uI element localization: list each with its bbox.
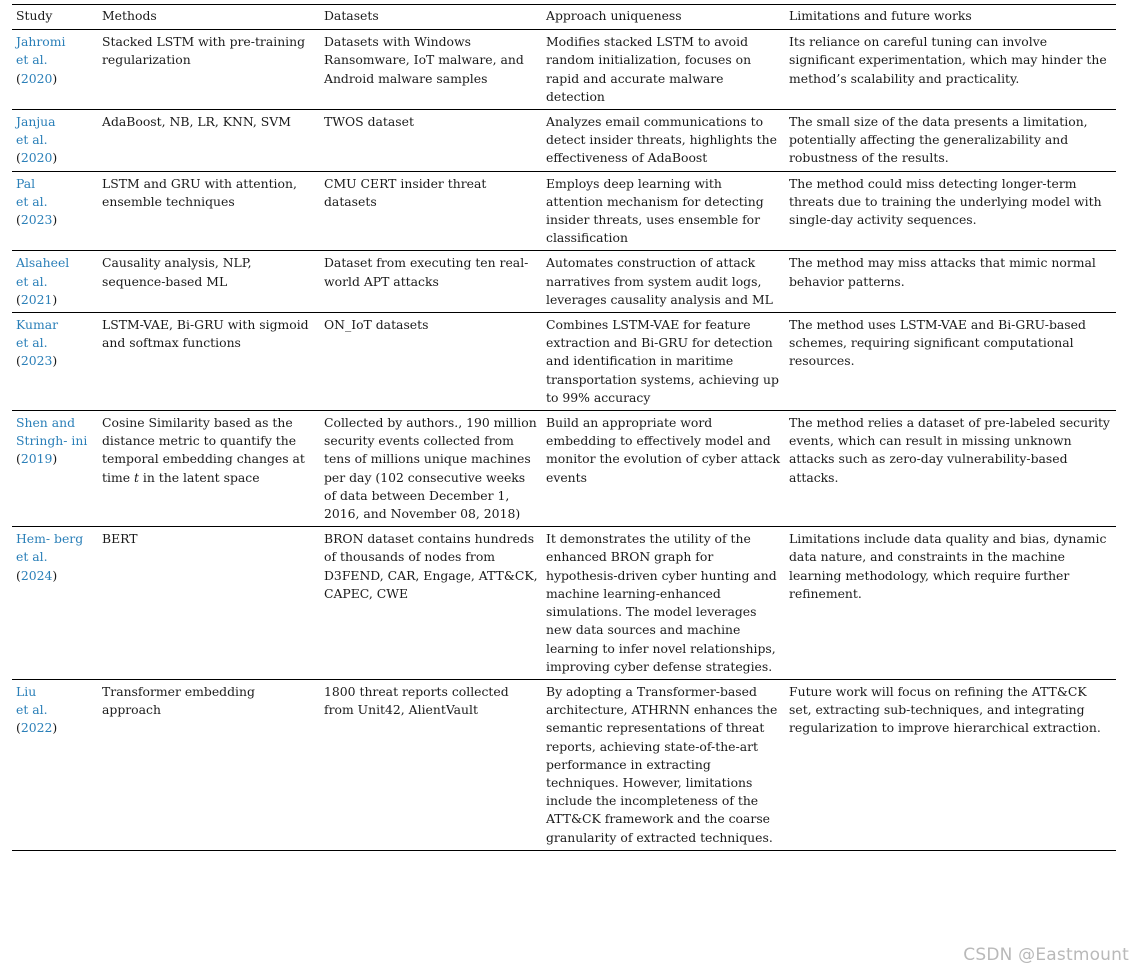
study-year-link[interactable]: 2022 <box>20 720 53 736</box>
study-year-link[interactable]: 2020 <box>20 70 53 86</box>
header-methods: Methods <box>98 5 320 30</box>
limitations-cell <box>785 251 1116 313</box>
approach-text: Modifies stacked LSTM to avoid random initialization, focuses on rapid and accurate malware detection <box>546 34 752 104</box>
table-row <box>12 679 1116 850</box>
limitations-text: The method may miss attacks that mimic normal behavior patterns. <box>789 255 1096 289</box>
limitations-cell <box>785 30 1116 110</box>
approach-text: By adopting a Transformer-based architecture, ATHRNN enhances the semantic representations of threat reports, achieving state-of-the-art performance in extracting techniques. However, limitations include the incompleteness of the ATT&CK framework and the coarse granularity of extracted techniques. <box>546 683 778 845</box>
table-row <box>12 313 1116 411</box>
methods-text-var: t <box>133 469 139 485</box>
study-cell <box>12 527 98 680</box>
limitations-cell <box>785 527 1116 680</box>
approach-cell <box>542 527 785 680</box>
approach-cell <box>542 679 785 850</box>
datasets-cell <box>320 30 542 110</box>
approach-cell <box>542 110 785 172</box>
table-row <box>12 110 1116 172</box>
methods-text: AdaBoost, NB, LR, KNN, SVM <box>102 114 291 130</box>
datasets-cell <box>320 411 542 527</box>
limitations-cell <box>785 313 1116 411</box>
csdn-watermark: CSDN @Eastmount <box>963 945 1129 965</box>
approach-cell <box>542 171 785 251</box>
datasets-text: ON_IoT datasets <box>324 317 429 333</box>
limitations-cell <box>785 679 1116 850</box>
limitations-text: Future work will focus on refining the ATT&CK set, extracting sub-techniques, and integrating regularization to improve hierarchical extraction. <box>789 683 1101 736</box>
study-etal[interactable]: et al. <box>16 335 48 351</box>
study-etal[interactable]: et al. <box>16 52 48 68</box>
study-year-link[interactable]: 2023 <box>20 353 53 369</box>
study-author-link[interactable]: Kumar <box>16 317 59 333</box>
methods-cell <box>98 30 320 110</box>
limitations-text: The method relies a dataset of pre-labeled security events, which can result in missing unknown attacks such as zero-day vulnerability-based attacks. <box>789 415 1110 485</box>
study-etal[interactable]: et al. <box>16 549 48 565</box>
study-year: (2023) <box>16 212 58 228</box>
study-year: (2020) <box>16 150 58 166</box>
approach-text: Employs deep learning with attention mechanism for detecting insider threats, uses ensemble for classification <box>546 175 764 246</box>
methods-text: Causality analysis, NLP, sequence-based ML <box>102 255 252 289</box>
approach-text: Analyzes email communications to detect insider threats, highlights the effectiveness of AdaBoost <box>546 114 777 166</box>
methods-text: Transformer embedding approach <box>102 683 255 718</box>
study-year-link[interactable]: 2019 <box>20 451 53 467</box>
methods-cell <box>98 251 320 313</box>
study-author-link[interactable]: Jahromi <box>16 34 66 50</box>
table-header-row <box>12 5 1116 30</box>
header-study: Study <box>12 5 98 30</box>
study-year-link[interactable]: 2020 <box>20 150 53 166</box>
datasets-text: TWOS dataset <box>324 114 414 130</box>
methods-cell <box>98 110 320 172</box>
study-cell <box>12 313 98 411</box>
study-etal[interactable]: et al. <box>16 702 48 718</box>
study-cell <box>12 110 98 172</box>
table-row <box>12 30 1116 110</box>
limitations-text: The method could miss detecting longer-term threats due to training the underlying model with single-day activity sequences. <box>789 175 1102 228</box>
datasets-cell <box>320 679 542 850</box>
approach-text: Combines LSTM-VAE for feature extraction and Bi-GRU for detection and identification in maritime transportation systems, achieving up to 99% accuracy <box>546 317 779 405</box>
study-etal[interactable]: et al. <box>16 132 48 148</box>
limitations-text: Limitations include data quality and bias, dynamic data nature, and constraints in the machine learning methodology, which require further refinement. <box>789 531 1107 601</box>
study-year: (2023) <box>16 353 58 369</box>
methods-text-pre: Cosine Similarity based as the distance metric to quantify the temporal embedding changes at time <box>102 415 305 485</box>
study-cell <box>12 30 98 110</box>
study-cell <box>12 171 98 251</box>
study-author-link[interactable]: Janjua <box>16 114 56 130</box>
methods-text: LSTM-VAE, Bi-GRU with sigmoid and softmax functions <box>102 317 309 351</box>
datasets-cell <box>320 313 542 411</box>
limitations-cell <box>785 171 1116 251</box>
study-etal[interactable]: et al. <box>16 273 48 289</box>
study-year-link[interactable]: 2021 <box>20 291 53 307</box>
study-author-link[interactable]: Hem- berg <box>16 531 84 547</box>
study-author-link[interactable]: Alsaheel <box>16 255 70 271</box>
limitations-text: The small size of the data presents a limitation, potentially affecting the generalizability and robustness of the results. <box>789 114 1088 166</box>
study-year: (2020) <box>16 70 58 86</box>
methods-cell <box>98 313 320 411</box>
approach-cell <box>542 313 785 411</box>
methods-cell <box>98 411 320 527</box>
comparison-table <box>12 5 1116 851</box>
methods-text-post: in the latent space <box>142 469 260 485</box>
datasets-text: Collected by authors., 190 million security events collected from tens of millions unique machines per day (102 consecutive weeks of data between December 1, 2016, and November 08, 2018) <box>324 415 537 522</box>
table-row <box>12 171 1116 251</box>
datasets-text: CMU CERT insider threat datasets <box>324 175 487 209</box>
methods-cell <box>98 527 320 680</box>
limitations-cell <box>785 110 1116 172</box>
limitations-text: Its reliance on careful tuning can involve significant experimentation, which may hinder the method’s scalability and practicality. <box>789 34 1107 86</box>
approach-cell <box>542 411 785 527</box>
limitations-cell <box>785 411 1116 527</box>
study-year: (2024) <box>16 567 58 583</box>
approach-text: It demonstrates the utility of the enhanced BRON graph for hypothesis-driven cyber hunting and machine learning-enhanced simulations. The model leverages new data sources and machine learning to infer novel relationships, improving cyber defense strategies. <box>546 531 777 674</box>
header-datasets: Datasets <box>320 5 542 30</box>
header-approach: Approach uniqueness <box>542 5 785 30</box>
study-year-link[interactable]: 2024 <box>20 567 53 583</box>
table-row <box>12 527 1116 680</box>
datasets-text: 1800 threat reports collected from Unit42, AlientVault <box>324 683 509 718</box>
methods-cell <box>98 679 320 850</box>
study-cell <box>12 251 98 313</box>
table-row <box>12 411 1116 527</box>
methods-text: BERT <box>102 531 138 547</box>
approach-text: Build an appropriate word embedding to effectively model and monitor the evolution of cyber attack events <box>546 415 780 485</box>
study-cell <box>12 411 98 527</box>
datasets-cell <box>320 110 542 172</box>
methods-cell <box>98 171 320 251</box>
datasets-cell <box>320 171 542 251</box>
table-row <box>12 251 1116 313</box>
study-cell <box>12 679 98 850</box>
study-year: (2021) <box>16 291 58 307</box>
datasets-cell <box>320 251 542 313</box>
study-year-link[interactable]: 2023 <box>20 212 53 228</box>
study-year: (2022) <box>16 720 58 736</box>
approach-text: Automates construction of attack narratives from system audit logs, leverages causality analysis and ML <box>546 255 773 307</box>
study-author-link[interactable]: Shen and Stringh- ini <box>16 415 88 449</box>
study-year: (2019) <box>16 451 58 467</box>
datasets-cell <box>320 527 542 680</box>
methods-text: Stacked LSTM with pre-training regularization <box>102 34 306 68</box>
study-author-link[interactable]: Liu <box>16 683 37 699</box>
limitations-text: The method uses LSTM-VAE and Bi-GRU-based schemes, requiring significant computational resources. <box>789 317 1086 369</box>
study-author-link[interactable]: Pal <box>16 175 36 191</box>
header-limitations: Limitations and future works <box>785 5 1116 30</box>
datasets-text: Dataset from executing ten real-world APT attacks <box>324 255 529 289</box>
methods-text <box>102 414 316 487</box>
approach-cell <box>542 30 785 110</box>
methods-text: LSTM and GRU with attention, ensemble techniques <box>102 175 297 209</box>
approach-cell <box>542 251 785 313</box>
study-etal[interactable]: et al. <box>16 193 48 209</box>
datasets-text: Datasets with Windows Ransomware, IoT malware, and Android malware samples <box>324 34 524 86</box>
datasets-text: BRON dataset contains hundreds of thousands of nodes from D3FEND, CAR, Engage, ATT&CK, CAPEC, CWE <box>324 531 538 601</box>
